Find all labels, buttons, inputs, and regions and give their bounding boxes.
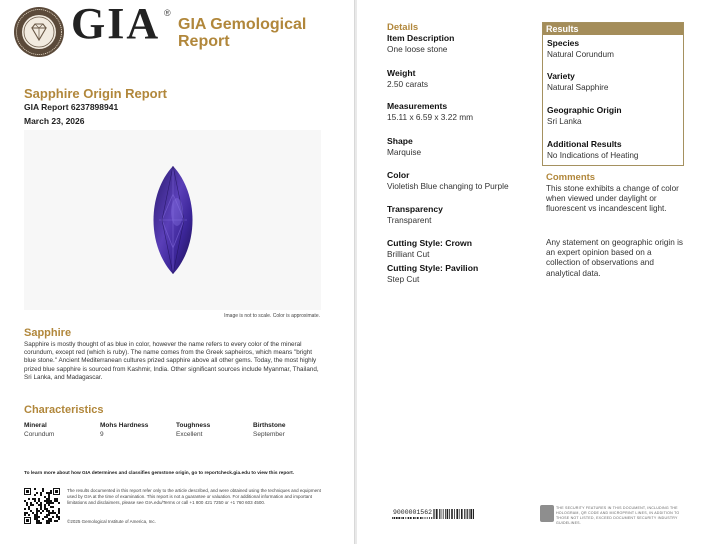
gia-seal-icon (13, 6, 65, 58)
comments-heading: Comments (546, 172, 596, 183)
detail-value: Step Cut (387, 274, 420, 284)
document-title-line-2: Report (178, 33, 230, 50)
detail-label: Measurements (387, 101, 448, 111)
characteristics-table (24, 422, 324, 439)
photo-disclaimer: Image is not to scale. Color is approximate. (224, 313, 320, 319)
document-title-line-1: GIA Gemological (178, 16, 307, 33)
sapphire-description: Sapphire is mostly thought of as blue in color, however the name refers to every color of the mineral corundum, except red (which is ruby). The name comes from the Greek sapheiros, which means "bright blue stone." Ancient Mediterranean cultures prized sapphire above all other gems. Today, the most highly prized blue sapphire is sourced from Kashmir, India. Other significant sources include Myanmar, Thailand, Sri Lanka, and Madagascar. (24, 341, 319, 381)
result-species (547, 38, 681, 60)
gia-logo-text: GIA (71, 0, 161, 48)
detail-measurements (387, 101, 537, 123)
result-value: Natural Corundum (547, 50, 614, 59)
hologram-icon (540, 505, 554, 522)
result-label: Geographic Origin (547, 105, 622, 115)
detail-value: Violetish Blue changing to Purple (387, 181, 509, 191)
detail-value: Transparent (387, 215, 432, 225)
report-date: March 23, 2026 (24, 116, 85, 126)
report-number: GIA Report 6237898941 (24, 102, 119, 112)
detail-value: 2.50 carats (387, 79, 429, 89)
mohs-hardness-label: Mohs Hardness (100, 422, 149, 429)
comment-paragraph-2: Any statement on geographic origin is an expert opinion based on a collection of observations and analytical data. (546, 238, 683, 278)
detail-label: Item Description (387, 33, 455, 43)
mineral-label: Mineral (24, 422, 47, 429)
report-title: Sapphire Origin Report (24, 86, 168, 101)
result-label: Variety (547, 71, 575, 81)
learn-more-text: To learn more about how GIA determines and classifies gemstone origin, go to reportcheck.gia.edu to view this report. (24, 471, 295, 476)
result-value: No Indications of Heating (547, 151, 639, 160)
detail-label: Weight (387, 68, 416, 78)
birthstone-label: Birthstone (253, 422, 286, 429)
detail-label: Shape (387, 136, 413, 146)
document-title (178, 16, 306, 50)
detail-label: Color (387, 170, 410, 180)
comment-paragraph-1: This stone exhibits a change of color when viewed under daylight or fluorescent vs incandescent light. (546, 184, 679, 214)
report-disclaimer: The results documented in this report refer only to the article described, and were obtained using the techniques and equipment used by GIA at the time of examination. This report is not a guarantee or valuation. For additional information and important limitations and disclaimers, please see GIA.edu/Terms or call +1 800 421 7250 or +1 760 603 4500. (67, 488, 321, 505)
detail-label: Cutting Style: Pavilion (387, 263, 479, 273)
barcode-number: 9000001562 (393, 509, 433, 516)
result-value: Sri Lanka (547, 117, 582, 126)
details-heading: Details (387, 22, 419, 33)
detail-transparency (387, 204, 537, 226)
characteristics-heading: Characteristics (24, 404, 104, 416)
gemstone-photo (24, 130, 321, 310)
result-geographic-origin (547, 105, 681, 127)
result-label: Additional Results (547, 139, 622, 149)
result-label: Species (547, 38, 580, 48)
result-variety (547, 71, 681, 93)
security-notice: THE SECURITY FEATURES IN THIS DOCUMENT, INCLUDING THE HOLOGRAM, QR CODE AND MICROPRINT LINES, IN ADDITION TO THOSE NOT LISTED, EXCEED DOCUMENT SECURITY INDUSTRY GUIDELINES. (556, 506, 680, 525)
detail-value: Marquise (387, 147, 422, 157)
mineral-value: Corundum (24, 430, 55, 438)
detail-label: Transparency (387, 204, 443, 214)
result-value: Natural Sapphire (547, 83, 609, 92)
detail-cutting-style-pavilion (387, 263, 537, 285)
detail-cutting-style-crown (387, 238, 537, 260)
sapphire-heading: Sapphire (24, 327, 72, 339)
result-additional-results (547, 139, 681, 161)
detail-value: Brilliant Cut (387, 249, 430, 259)
marquise-sapphire-image (129, 164, 217, 276)
toughness-value: Excellent (176, 430, 203, 438)
report-details-page (357, 0, 714, 544)
detail-shape (387, 136, 537, 158)
detail-label: Cutting Style: Crown (387, 238, 472, 248)
registered-mark: ® (164, 8, 171, 18)
qr-code-icon[interactable] (24, 488, 60, 524)
detail-weight (387, 68, 537, 90)
detail-value: One loose stone (387, 44, 448, 54)
birthstone-value: September (253, 430, 285, 438)
mohs-hardness-value: 9 (100, 430, 104, 438)
results-heading: Results (543, 23, 683, 35)
detail-item-description (387, 33, 537, 55)
detail-color (387, 170, 537, 192)
results-panel (542, 22, 684, 166)
detail-value: 15.11 x 6.59 x 3.22 mm (387, 112, 474, 122)
toughness-label: Toughness (176, 422, 211, 429)
copyright: ©2025 Gemological Institute of America, Inc. (67, 519, 156, 524)
report-front-page (0, 0, 355, 544)
